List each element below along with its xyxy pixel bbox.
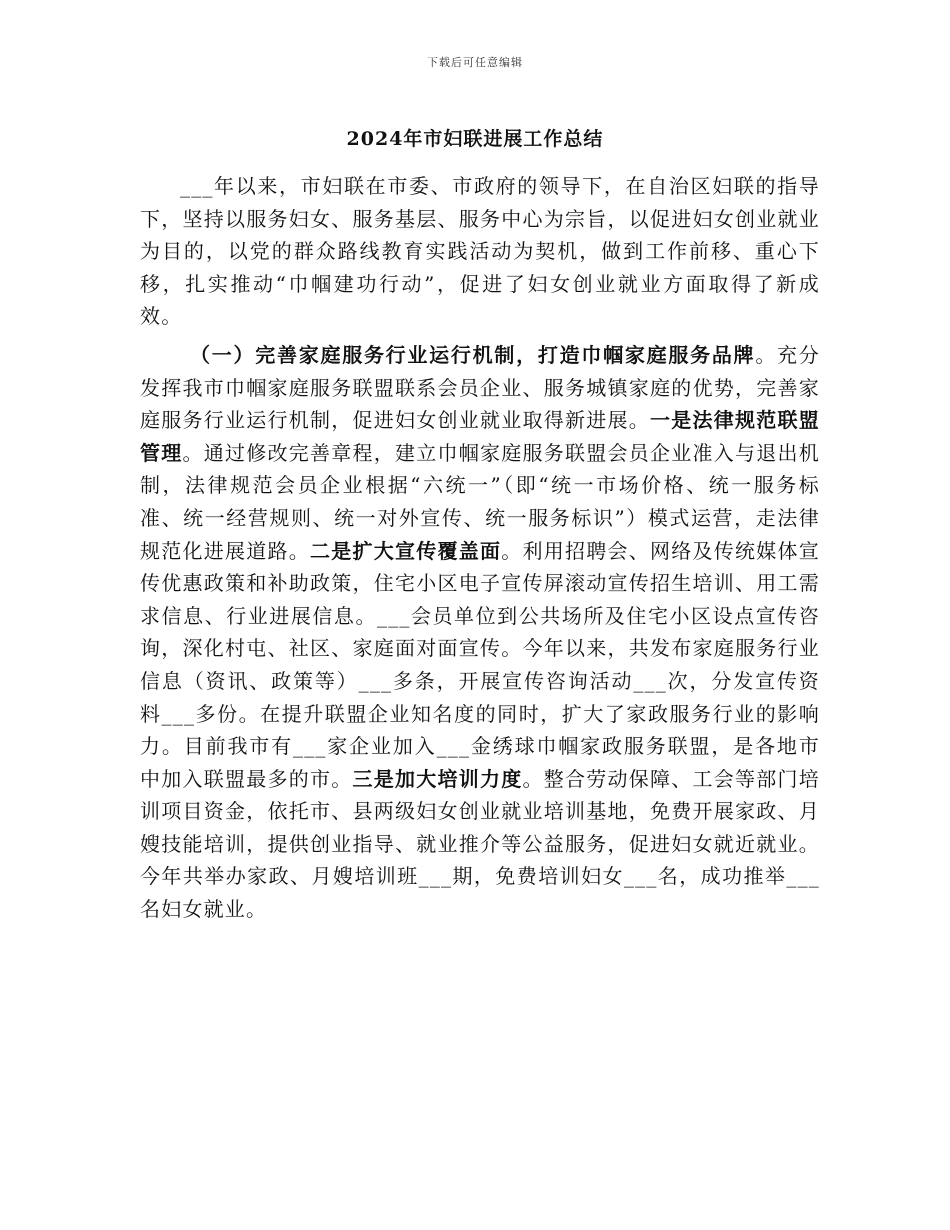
document-title: 2024年市妇联进展工作总结	[346, 128, 604, 150]
point-two-heading: 二是扩大宣传覆盖面	[310, 538, 502, 563]
paragraph-text: 。整合劳动保障、工会等部门培训项目资金，依托市、县两级妇女创业就业培训基地，免费开展家政、月嫂技能培训，提供创业指导、就业推介等公益服务，促进妇女就近就业。今年共举办家政、月嫂培训班___期，免费培训妇女___名，成功推举___名妇女就业。	[140, 766, 820, 922]
paragraph-text: 。通过修改完善章程，建立巾帼家庭服务联盟会员企业准入与退出机制，法律规范会员企业根据“六统一”（即“统一市场价格、统一服务标准、统一经营规则、统一对外宣传、统一服务标识”）模式运营，走法律规范化进展道路。	[140, 440, 821, 563]
header-note: 下载后可任意编辑	[427, 56, 523, 69]
paragraph-text: ___年以来，市妇联在市委、市政府的领导下，在自治区妇联的指导下，坚持以服务妇女、服务基层、服务中心为宗旨，以促进妇女创业就业为目的，以党的群众路线教育实践活动为契机，做到工作前移、重心下移，扎实推动“巾帼建功行动”，促进了妇女创业就业方面取得了新成效。	[140, 174, 820, 329]
paragraph-text: 。充分发挥我市巾帼家庭服务联盟联系会员企业、服务城镇家庭的优势，完善家庭服务行业运行机制，促进妇女创业就业取得新进展。	[140, 342, 820, 433]
paragraph-section-one	[140, 339, 820, 926]
paragraph-intro	[140, 170, 820, 333]
section-heading: （一）完善家庭服务行业运行机制，打造巾帼家庭服务品牌	[190, 342, 756, 367]
document-body	[140, 170, 820, 926]
point-one-heading: 一是法律规范联盟管理	[140, 408, 820, 465]
paragraph-text: 。利用招聘会、网络及传统媒体宣传优惠政策和补助政策，住宅小区电子宣传屏滚动宣传招生培训、用工需求信息、行业进展信息。___会员单位到公共场所及住宅小区设点宣传咨询，深化村屯、社区、家庭面对面宣传。今年以来，共发布家庭服务行业信息（资讯、政策等）___多条，开展宣传咨询活动___次，分发宣传资料___多份。在提升联盟企业知名度的同时，扩大了家政服务行业的影响力。目前我市有___家企业加入___金绣球巾帼家政服务联盟，是各地市中加入联盟最多的市。	[140, 538, 820, 791]
point-three-heading: 三是加大培训力度	[352, 766, 523, 791]
